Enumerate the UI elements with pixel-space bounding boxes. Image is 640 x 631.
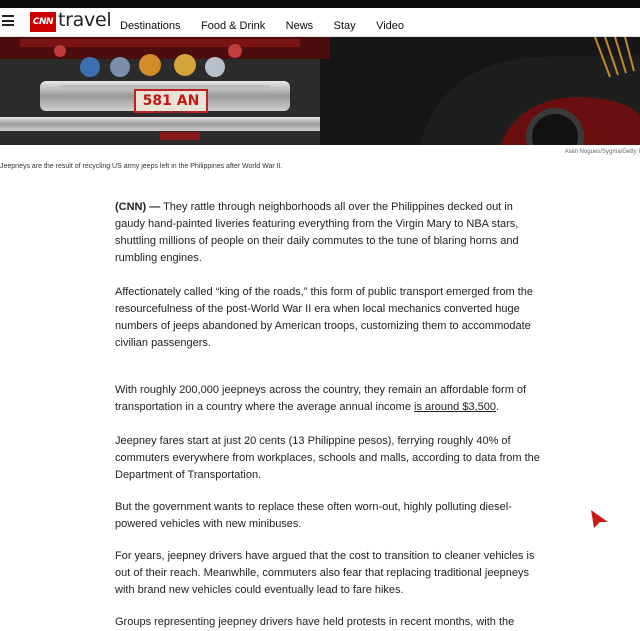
dateline: (CNN) — <box>115 201 161 213</box>
article-body <box>115 199 545 631</box>
paragraph-3 <box>115 382 545 416</box>
nav-food-drink[interactable]: Food & Drink <box>201 20 266 32</box>
mouse-pointer-icon <box>590 509 610 529</box>
plate-subtext: PUJ PILIPINAS <box>154 111 188 117</box>
paragraph-3-end: . <box>495 401 500 413</box>
hamburger-menu-icon[interactable] <box>2 15 14 26</box>
paragraph-7: Groups representing jeepney drivers have held protests in recent months, with the <box>115 616 515 628</box>
paragraph-6: For years, jeepney drivers have argued that the cost to transition to cleaner vehicles is out of their reach. Meanwhile, commuters also fear that replacing traditional jeepneys with brand new vehicles could eventually lead to fare hikes. <box>115 550 535 596</box>
travel-wordmark[interactable]: travel <box>58 9 112 31</box>
nav-stay[interactable]: Stay <box>333 20 356 32</box>
photo-credit: Alain Nogues/Sygma/Getty I <box>564 149 640 155</box>
jeepney-photo <box>0 37 640 145</box>
paragraph-5: But the government wants to replace these often worn-out, highly polluting diesel-powered vehicles with new minibuses. <box>115 501 512 530</box>
paragraph-1-text: They rattle through neighborhoods all over the Philippines decked out in gaudy hand-painted liveries featuring everything from the Virgin Mary to NBA stars, shuttling millions of people on their daily commutes to the tune of blaring horns and rumbling engines. <box>115 201 519 264</box>
cnn-logo[interactable]: CNN <box>30 12 56 32</box>
photo-caption: Jeepneys are the result of recycling US army jeeps left in the Philippines after World War II. <box>0 163 283 170</box>
site-header <box>0 8 640 37</box>
income-link[interactable]: is around $3,500 <box>414 401 496 413</box>
paragraph-1 <box>115 199 545 267</box>
nav-destinations[interactable]: Destinations <box>120 20 181 32</box>
main-nav <box>120 16 420 34</box>
paragraph-3-text: With roughly 200,000 jeepneys across the country, they remain an affordable form of transportation in a country where the average annual income <box>115 384 527 413</box>
paragraph-4: Jeepney fares start at just 20 cents (13 Philippine pesos), ferrying roughly 40% of commuters everywhere from workplaces, schools and malls, according to data from the Department of Transportation. <box>115 435 540 481</box>
nav-news[interactable]: News <box>285 20 314 32</box>
paragraph-2: Affectionately called “king of the roads,” this form of public transport emerged from the resourcefulness of the post-World War II era when local mechanics converted huge numbers of jeeps abandoned by American troops, customizing them to accommodate civilian passengers. <box>115 286 533 349</box>
hero-image <box>0 37 640 145</box>
top-strip <box>0 0 640 8</box>
plate-number: 581 AN <box>142 93 200 109</box>
nav-video[interactable]: Video <box>376 20 405 32</box>
